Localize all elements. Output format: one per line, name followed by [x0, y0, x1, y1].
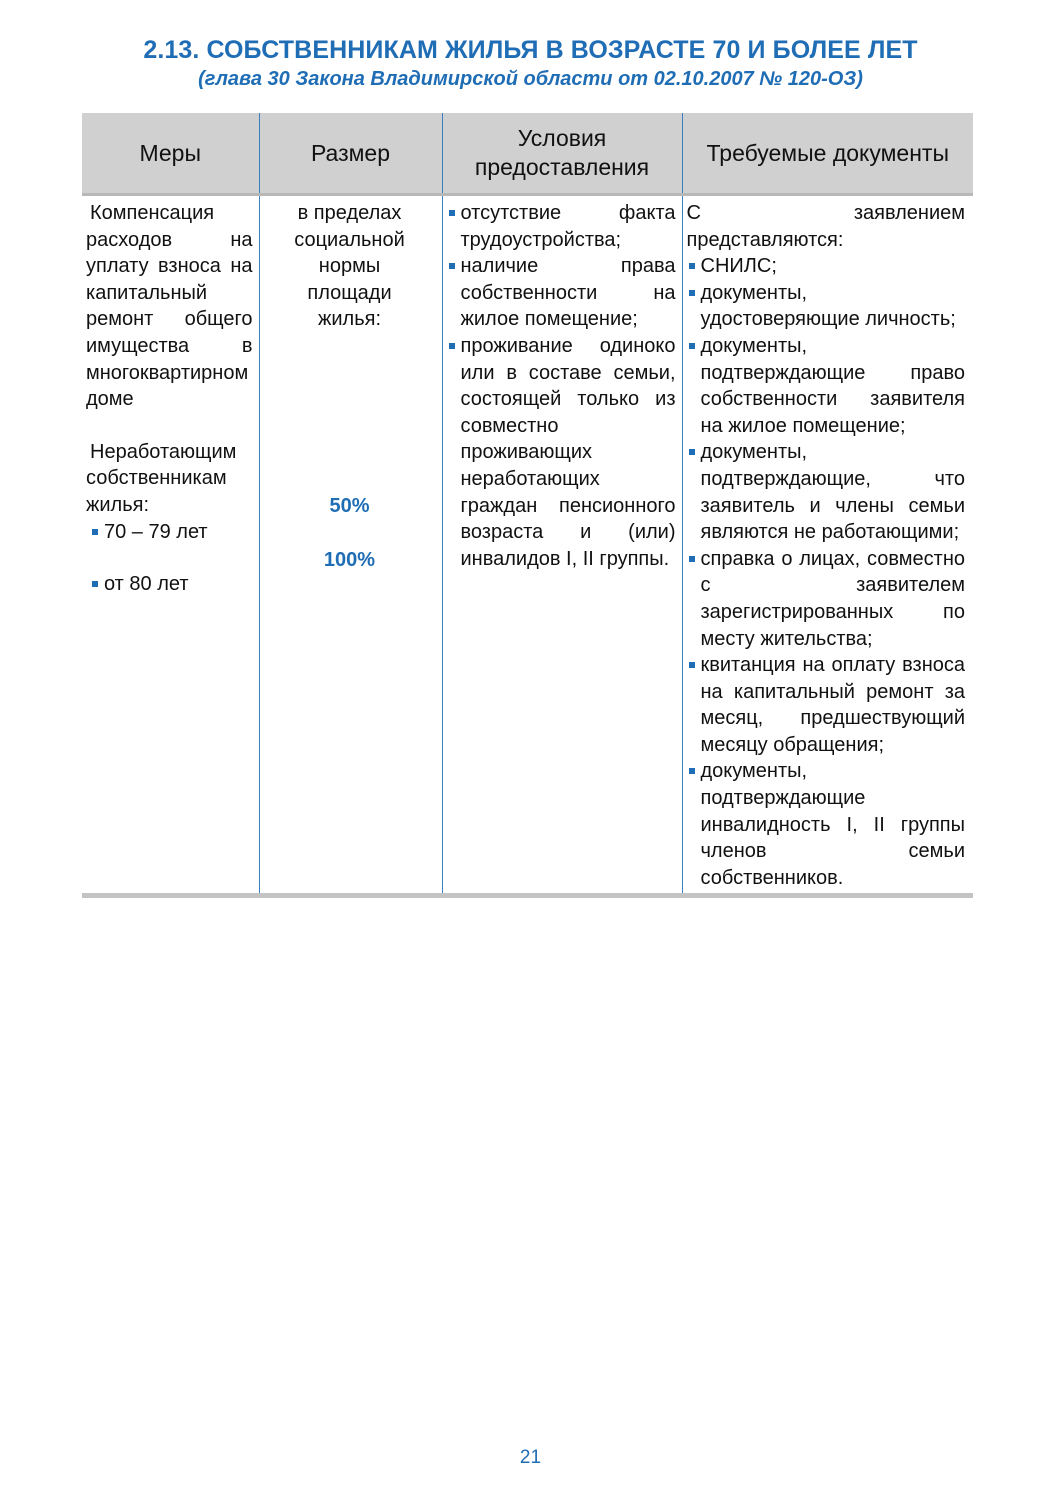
list-item	[90, 519, 253, 546]
bullet-icon	[449, 210, 455, 216]
percent-value-1: 50%	[329, 494, 370, 517]
measure-group: Неработающим собственникам жилья:	[86, 440, 237, 516]
bullet-icon	[92, 529, 98, 535]
measure-main: Компенсация расходов на уплату взноса на капитальный ремонт общего имущества в многоквартирном доме	[86, 202, 253, 411]
measures-cell	[82, 195, 259, 896]
law-reference: (глава 30 Закона Владимирской области от 02.10.2007 № 120-ОЗ)	[198, 68, 863, 90]
page-title: 2.13. СОБСТВЕННИКАМ ЖИЛЬЯ В ВОЗРАСТЕ 70 И БОЛЕЕ ЛЕТ	[143, 36, 918, 64]
documents-intro: С заявлением представляются:	[686, 202, 965, 251]
bullet-icon	[689, 556, 695, 562]
size-cell	[259, 195, 442, 896]
header-measures: Меры	[82, 113, 259, 195]
bullet-icon	[689, 768, 695, 774]
list-item	[90, 571, 253, 598]
bullet-icon	[689, 343, 695, 349]
bullet-icon	[449, 263, 455, 269]
table-row	[82, 195, 973, 896]
documents-cell	[682, 195, 973, 896]
header-size: Размер	[259, 113, 442, 195]
list-item: наличие права собственности на жилое помещение;	[447, 253, 676, 333]
list-item: документы, удостоверяющие личность;	[687, 280, 966, 333]
table-header-row	[82, 113, 973, 195]
bullet-icon	[689, 662, 695, 668]
benefits-table	[82, 113, 973, 898]
header-documents: Требуемые документы	[682, 113, 973, 195]
bullet-icon	[689, 263, 695, 269]
list-item: документы, подтверждающие инвалидность I, II группы членов семьи собственников.	[687, 758, 966, 891]
size-norm: в пределах социальной нормы площади жилья:	[294, 202, 405, 331]
list-item: справка о лицах, совместно с заявителем зарегистрированных по месту жительства;	[687, 546, 966, 652]
bullet-icon	[689, 449, 695, 455]
conditions-cell	[442, 195, 682, 896]
list-item: документы, подтверждающие право собственности заявителя на жилое помещение;	[687, 333, 966, 439]
bullet-icon	[689, 290, 695, 296]
age-range-2: от 80 лет	[104, 573, 189, 596]
header-conditions: Условия предоставления	[442, 113, 682, 195]
list-item: документы, подтверждающие, что заявитель и члены семьи являются не работающими;	[687, 439, 966, 545]
bullet-icon	[449, 343, 455, 349]
list-item: отсутствие факта трудоустройства;	[447, 200, 676, 253]
list-item: СНИЛС;	[687, 253, 966, 280]
list-item: квитанция на оплату взноса на капитальный ремонт за месяц, предшествующий месяцу обращения;	[687, 652, 966, 758]
bullet-icon	[92, 581, 98, 587]
page-number: 21	[519, 1447, 542, 1468]
percent-value-2: 100%	[323, 548, 376, 571]
list-item: проживание одиноко или в составе семьи, состоящей только из совместно проживающих неработающих граждан пенсионного возраста и (или) инвалидов I, II группы.	[447, 333, 676, 572]
age-range-1: 70 – 79 лет	[104, 520, 208, 543]
